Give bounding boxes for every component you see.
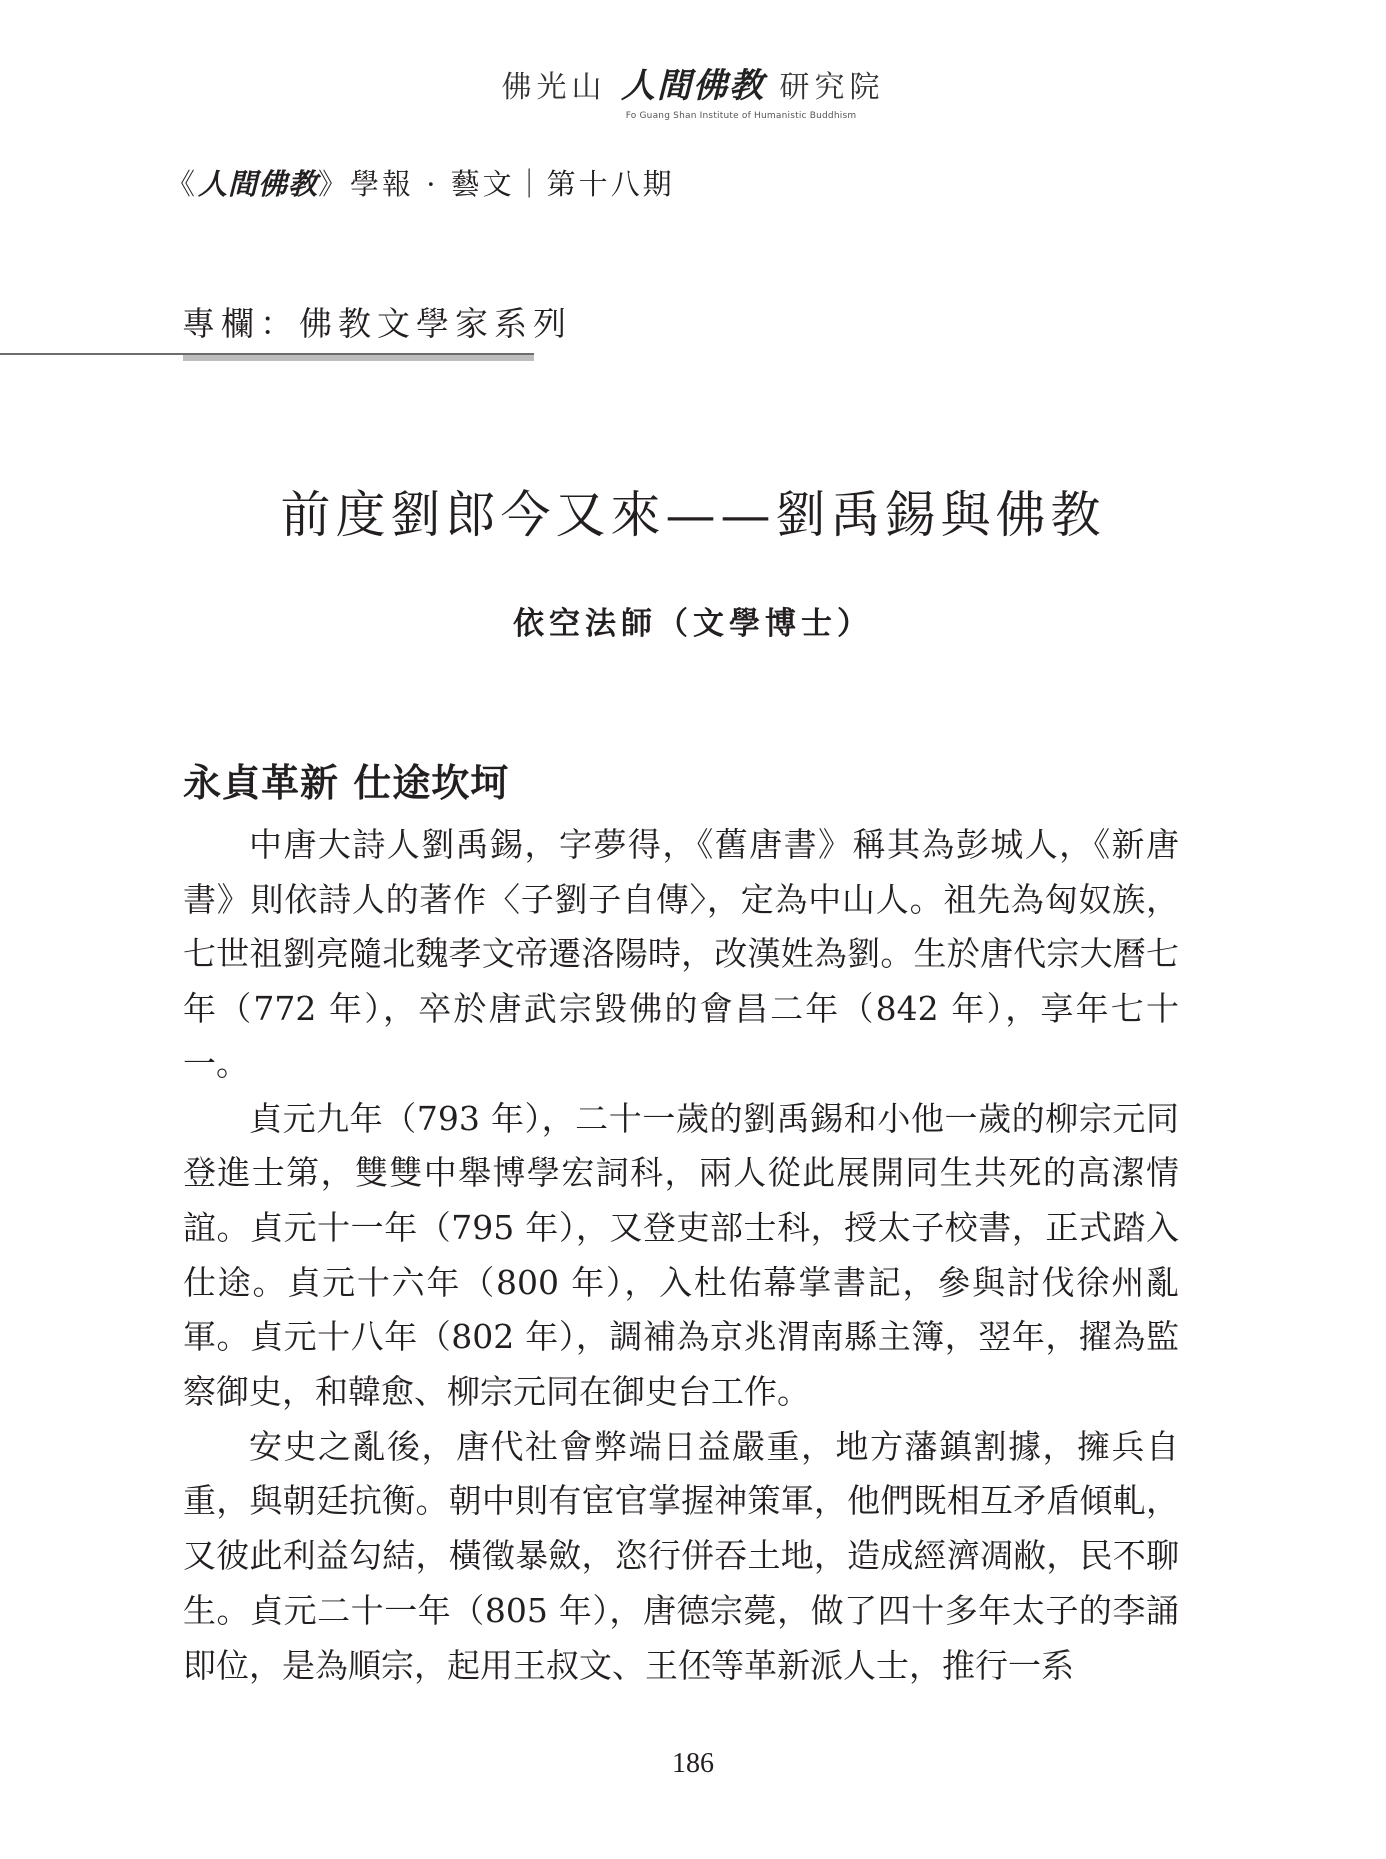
institute-brand-logo: 人間佛教 xyxy=(621,66,765,106)
paragraph: 中唐大詩人劉禹錫，字夢得，《舊唐書》稱其為彭城人，《新唐書》則依詩人的著作〈子劉子自傳〉，定為中山人。祖先為匈奴族，七世祖劉亮隨北魏孝文帝遷洛陽時，改漢姓為劉。生於唐代宗大曆七年（772 年），卒於唐武宗毀佛的會昌二年（842 年），享年七十一。 xyxy=(183,825,1179,1083)
page-number: 186 xyxy=(672,1748,714,1779)
journal-brand: 人間佛教 xyxy=(198,167,319,201)
column-label: 專欄：佛教文學家系列 xyxy=(182,304,572,343)
institute-prefix: 佛光山 xyxy=(501,70,607,105)
journal-open-bracket: 《 xyxy=(166,167,199,201)
column-underline xyxy=(183,355,534,361)
institute-suffix: 研究院 xyxy=(779,70,885,105)
journal-running-head xyxy=(166,162,675,203)
paragraph: 貞元九年（793 年），二十一歲的劉禹錫和小他一歲的柳宗元同登進士第，雙雙中舉博學宏詞科，兩人從此展開同生共死的高潔情誼。貞元十一年（795 年），又登吏部士科，授太子校書，正式踏入仕途。貞元十六年（800 年），入杜佑幕掌書記，參與討伐徐州亂軍。貞元十八年（802 年），調補為京兆渭南縣主簿，翌年，擢為監察御史，和韓愈、柳宗元同在御史台工作。 xyxy=(183,1098,1179,1412)
institute-english-name: Fo Guang Shan Institute of Humanistic Buddhism xyxy=(625,111,857,121)
article-title: 前度劉郎今又來——劉禹錫與佛教 xyxy=(280,486,1106,544)
article-author: 依空法師（文學博士） xyxy=(513,606,873,642)
journal-issue: 》學報 · 藝文｜第十八期 xyxy=(318,167,675,201)
article-body xyxy=(183,818,1179,1693)
institute-header xyxy=(0,58,1386,121)
institute-name xyxy=(0,58,1386,107)
section-heading: 永貞革新 仕途坎坷 xyxy=(183,761,510,805)
paragraph: 安史之亂後，唐代社會弊端日益嚴重，地方藩鎮割據，擁兵自重，與朝廷抗衡。朝中則有宦官掌握神策軍，他們既相互矛盾傾軋，又彼此利益勾結，橫徵暴斂，恣行併吞土地，造成經濟凋敝，民不聊生。貞元二十一年（805 年），唐德宗薨，做了四十多年太子的李誦即位，是為順宗，起用王叔文、王伾等革新派人士，推行一系 xyxy=(183,1426,1179,1685)
